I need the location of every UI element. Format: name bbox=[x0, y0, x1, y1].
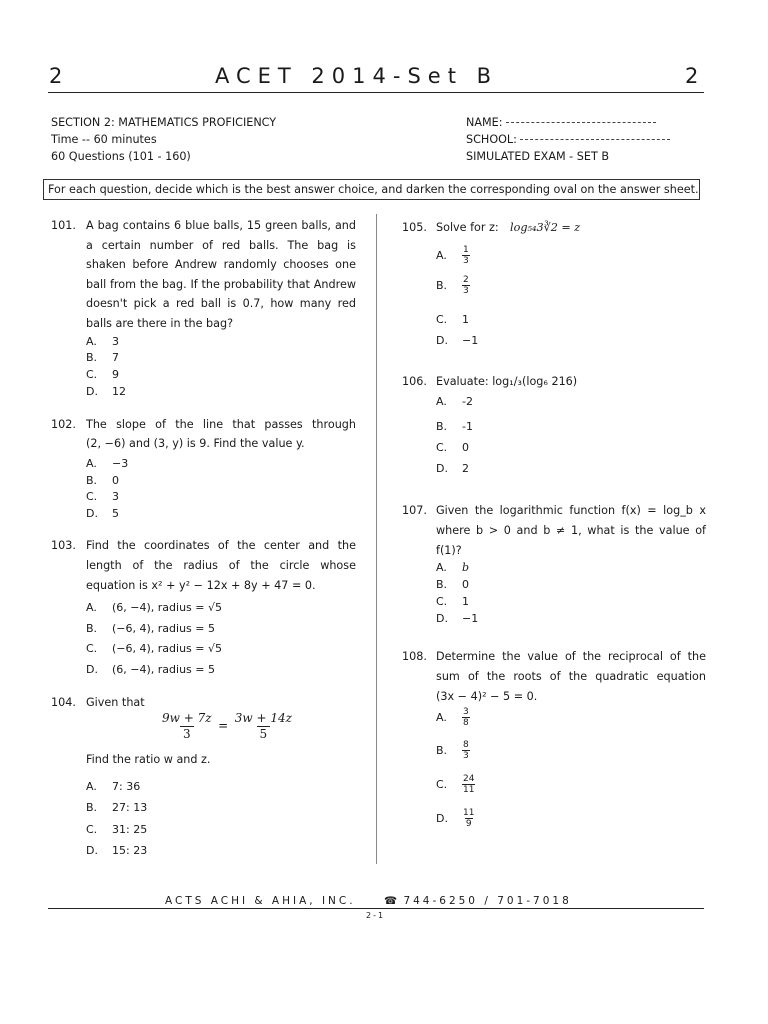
question-text-line2: (2, −6) and (3, y) is 9. Find the value y. bbox=[86, 437, 305, 450]
column-divider bbox=[376, 214, 377, 864]
option-b[interactable]: B. 0 bbox=[436, 578, 469, 591]
question-108 bbox=[402, 647, 712, 837]
option-c[interactable]: C. $\frac{24}{11}$ bbox=[436, 774, 475, 795]
question-102 bbox=[51, 415, 361, 525]
option-d[interactable]: D. 2 bbox=[436, 462, 469, 475]
option-b[interactable]: B. $\frac{2}{3}$ bbox=[436, 275, 469, 296]
footer-page-number: 2-1 bbox=[366, 911, 386, 920]
question-followup: Find the ratio w and z. bbox=[86, 753, 211, 766]
instructions-text: For each question, decide which is the best answer choice, and darken the corresponding oval on the answer sheet. bbox=[48, 183, 699, 196]
school-field[interactable] bbox=[520, 139, 670, 140]
option-b[interactable]: B. 7 bbox=[86, 351, 119, 364]
section-info bbox=[51, 114, 276, 165]
question-number: 105. bbox=[402, 221, 427, 234]
instructions-box bbox=[43, 179, 700, 200]
footer-rule bbox=[48, 908, 704, 909]
question-text: A bag contains 6 blue balls, 15 green balls, and a certain number of red balls. The bag is shaken before Andrew randomly chooses one ball from the bag. If the probability that Andrew doesn't pick a red ball is 0.7, how many red balls are there in the bag? bbox=[86, 219, 356, 330]
telephone-icon: ☎ bbox=[384, 895, 398, 907]
option-d[interactable]: D. 15: 23 bbox=[86, 844, 148, 857]
question-text-lines: Find the coordinates of the center and the length of the radius of the circle whose bbox=[86, 539, 356, 572]
option-c[interactable]: C. 1 bbox=[436, 313, 469, 326]
section-name: SECTION 2: MATHEMATICS PROFICIENCY bbox=[51, 116, 277, 129]
option-a[interactable]: A. -2 bbox=[436, 395, 473, 408]
option-a[interactable]: A. (6, −4), radius = √5 bbox=[86, 601, 223, 614]
option-a[interactable]: A. b bbox=[436, 561, 470, 574]
question-number: 107. bbox=[402, 504, 427, 517]
option-c[interactable]: C. 1 bbox=[436, 595, 469, 608]
option-a[interactable]: A. 7: 36 bbox=[86, 780, 141, 793]
question-107 bbox=[402, 501, 712, 631]
page-number-left: 2 bbox=[49, 64, 63, 88]
question-text: Evaluate: log₁/₃(log₆ 216) bbox=[436, 375, 578, 388]
question-103 bbox=[51, 536, 361, 676]
question-101 bbox=[51, 216, 361, 396]
header-rule bbox=[48, 92, 704, 93]
question-number: 104. bbox=[51, 696, 76, 709]
question-106 bbox=[402, 372, 712, 482]
question-text-equation: equation is x² + y² − 12x + 8y + 47 = 0. bbox=[86, 579, 316, 592]
footer-company: ACTS ACHI & AHIA, INC. bbox=[165, 895, 356, 907]
option-b[interactable]: B. -1 bbox=[436, 420, 473, 433]
question-text-line3: f(1)? bbox=[436, 544, 462, 557]
option-d[interactable]: D. (6, −4), radius = 5 bbox=[86, 663, 215, 676]
option-b[interactable]: B. 0 bbox=[86, 474, 119, 487]
option-a[interactable]: A. $\frac{1}{3}$ bbox=[436, 245, 469, 266]
question-text-line1: Given the logarithmic function f(x) = log_b x bbox=[436, 504, 706, 517]
option-c[interactable]: C. 31: 25 bbox=[86, 823, 148, 836]
option-c[interactable]: C. (−6, 4), radius = √5 bbox=[86, 642, 223, 655]
question-number: 106. bbox=[402, 375, 427, 388]
page-number-right: 2 bbox=[685, 64, 699, 88]
option-d[interactable]: D. −1 bbox=[436, 334, 479, 347]
question-number: 102. bbox=[51, 418, 76, 431]
option-c[interactable]: C. 0 bbox=[436, 441, 469, 454]
question-intro: Given that bbox=[86, 696, 145, 709]
name-field[interactable] bbox=[506, 122, 656, 123]
option-d[interactable]: D. −1 bbox=[436, 612, 479, 625]
question-104 bbox=[51, 693, 361, 863]
question-number: 101. bbox=[51, 219, 76, 232]
question-text-line2: where b > 0 and b ≠ 1, what is the value of bbox=[436, 524, 706, 537]
question-equation: log₅₄3∛2 = z bbox=[510, 221, 581, 234]
option-a[interactable]: A. −3 bbox=[86, 457, 129, 470]
option-b[interactable]: B. 27: 13 bbox=[86, 801, 148, 814]
question-prompt: Solve for z: bbox=[436, 221, 499, 234]
option-d[interactable]: D. $\frac{11}{9}$ bbox=[436, 808, 475, 829]
question-text-line1: The slope of the line that passes through bbox=[86, 418, 356, 431]
option-c[interactable]: C. 9 bbox=[86, 368, 119, 381]
question-105 bbox=[402, 218, 712, 353]
phone-numbers: 744-6250 / 701-7018 bbox=[403, 895, 572, 907]
option-d[interactable]: D. 5 bbox=[86, 507, 119, 520]
footer-phone bbox=[384, 895, 572, 907]
question-number: 103. bbox=[51, 539, 76, 552]
ratio-equation: $\frac{9w + 7z}{3}$ = $\frac{3w + 14z}{5}$ bbox=[159, 711, 295, 742]
name-label: NAME: bbox=[466, 116, 503, 129]
section-questions: 60 Questions (101 - 160) bbox=[51, 150, 191, 163]
candidate-info bbox=[466, 114, 670, 165]
school-label: SCHOOL: bbox=[466, 133, 517, 146]
option-d[interactable]: D. 12 bbox=[86, 385, 126, 398]
question-text-equation: (3x − 4)² − 5 = 0. bbox=[436, 690, 538, 703]
exam-label: SIMULATED EXAM - SET B bbox=[466, 150, 610, 163]
option-b[interactable]: B. $\frac{8}{3}$ bbox=[436, 740, 469, 761]
question-number: 108. bbox=[402, 650, 427, 663]
lhs-fraction: $\frac{9w + 7z}{3}$ bbox=[162, 711, 212, 741]
option-a[interactable]: A. $\frac{3}{8}$ bbox=[436, 707, 469, 728]
exam-title: ACET 2014-Set B bbox=[215, 64, 499, 88]
section-time: Time -- 60 minutes bbox=[51, 133, 157, 146]
question-text-lines: Determine the value of the reciprocal of the sum of the roots of the quadratic equation bbox=[436, 650, 706, 683]
option-b[interactable]: B. (−6, 4), radius = 5 bbox=[86, 622, 215, 635]
option-c[interactable]: C. 3 bbox=[86, 490, 119, 503]
option-a[interactable]: A. 3 bbox=[86, 335, 119, 348]
rhs-fraction: $\frac{3w + 14z}{5}$ bbox=[234, 711, 292, 741]
